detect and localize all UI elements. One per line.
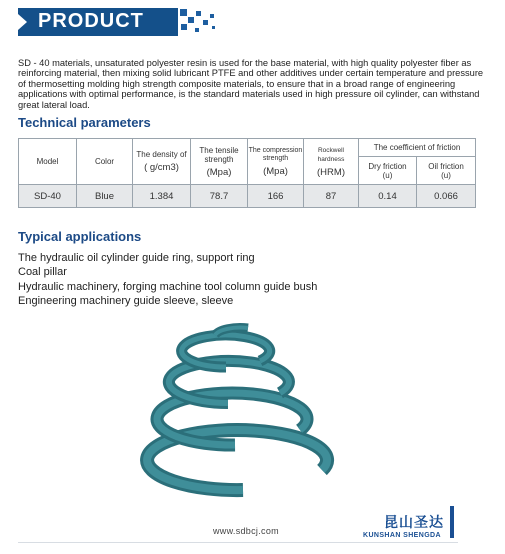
header-density: The density of ( g/cm3): [133, 139, 191, 185]
technical-parameters-heading: Technical parameters: [18, 115, 151, 130]
header-friction: The coefficient of friction: [359, 139, 476, 157]
cell-hardness: 87: [304, 185, 359, 208]
divider: [18, 542, 458, 543]
guide-ring-image: [130, 315, 340, 505]
applications-list: [18, 251, 317, 308]
company-logo-english: KUNSHAN SHENGDA: [363, 532, 441, 539]
typical-applications-heading: Typical applications: [18, 229, 142, 244]
list-item: Coal pillar: [18, 266, 67, 279]
header-tensile: The tensile strength (Mpa): [191, 139, 248, 185]
cell-dry-friction: 0.14: [359, 185, 417, 208]
header-hardness: Rockwell hardness (HRM): [304, 139, 359, 185]
website-url: www.sdbcj.com: [213, 526, 279, 536]
cell-compression: 166: [248, 185, 304, 208]
page-title: PRODUCT: [38, 10, 144, 32]
cell-tensile: 78.7: [191, 185, 248, 208]
cell-color: Blue: [77, 185, 133, 208]
product-description: SD - 40 materials, unsaturated polyester resin is used for the base material, with high quality polyester fiber as reinforcing material, then mixing solid lubricant PTFE and other additives under certain temperature and pressure of thermosetting molding high strength composite materials, to ensure that in a broad range of engineering applications with optimal performance, is the standard materials used in high pressure oil cylinder, can withstand great lateral load.: [18, 58, 484, 110]
company-logo-chinese: 昆山圣达: [384, 515, 444, 531]
chevron-right-icon: [18, 14, 27, 30]
cell-density: 1.384: [133, 185, 191, 208]
cell-model: SD-40: [19, 185, 77, 208]
header-color: Color: [77, 139, 133, 185]
logo-mark: [450, 506, 454, 538]
spec-table: [18, 138, 476, 208]
header-compression: The compression strength (Mpa): [248, 139, 304, 185]
cell-oil-friction: 0.066: [417, 185, 476, 208]
header-oil-friction: Oil friction (u): [417, 157, 476, 185]
list-item: Hydraulic machinery, forging machine tool column guide bush: [18, 280, 318, 293]
list-item: The hydraulic oil cylinder guide ring, support ring: [18, 252, 255, 264]
list-item: Engineering machinery guide sleeve, sleeve: [18, 294, 234, 307]
header-dry-friction: Dry friction (u): [359, 157, 417, 185]
table-row: [19, 185, 476, 208]
header-model: Model: [19, 139, 77, 185]
